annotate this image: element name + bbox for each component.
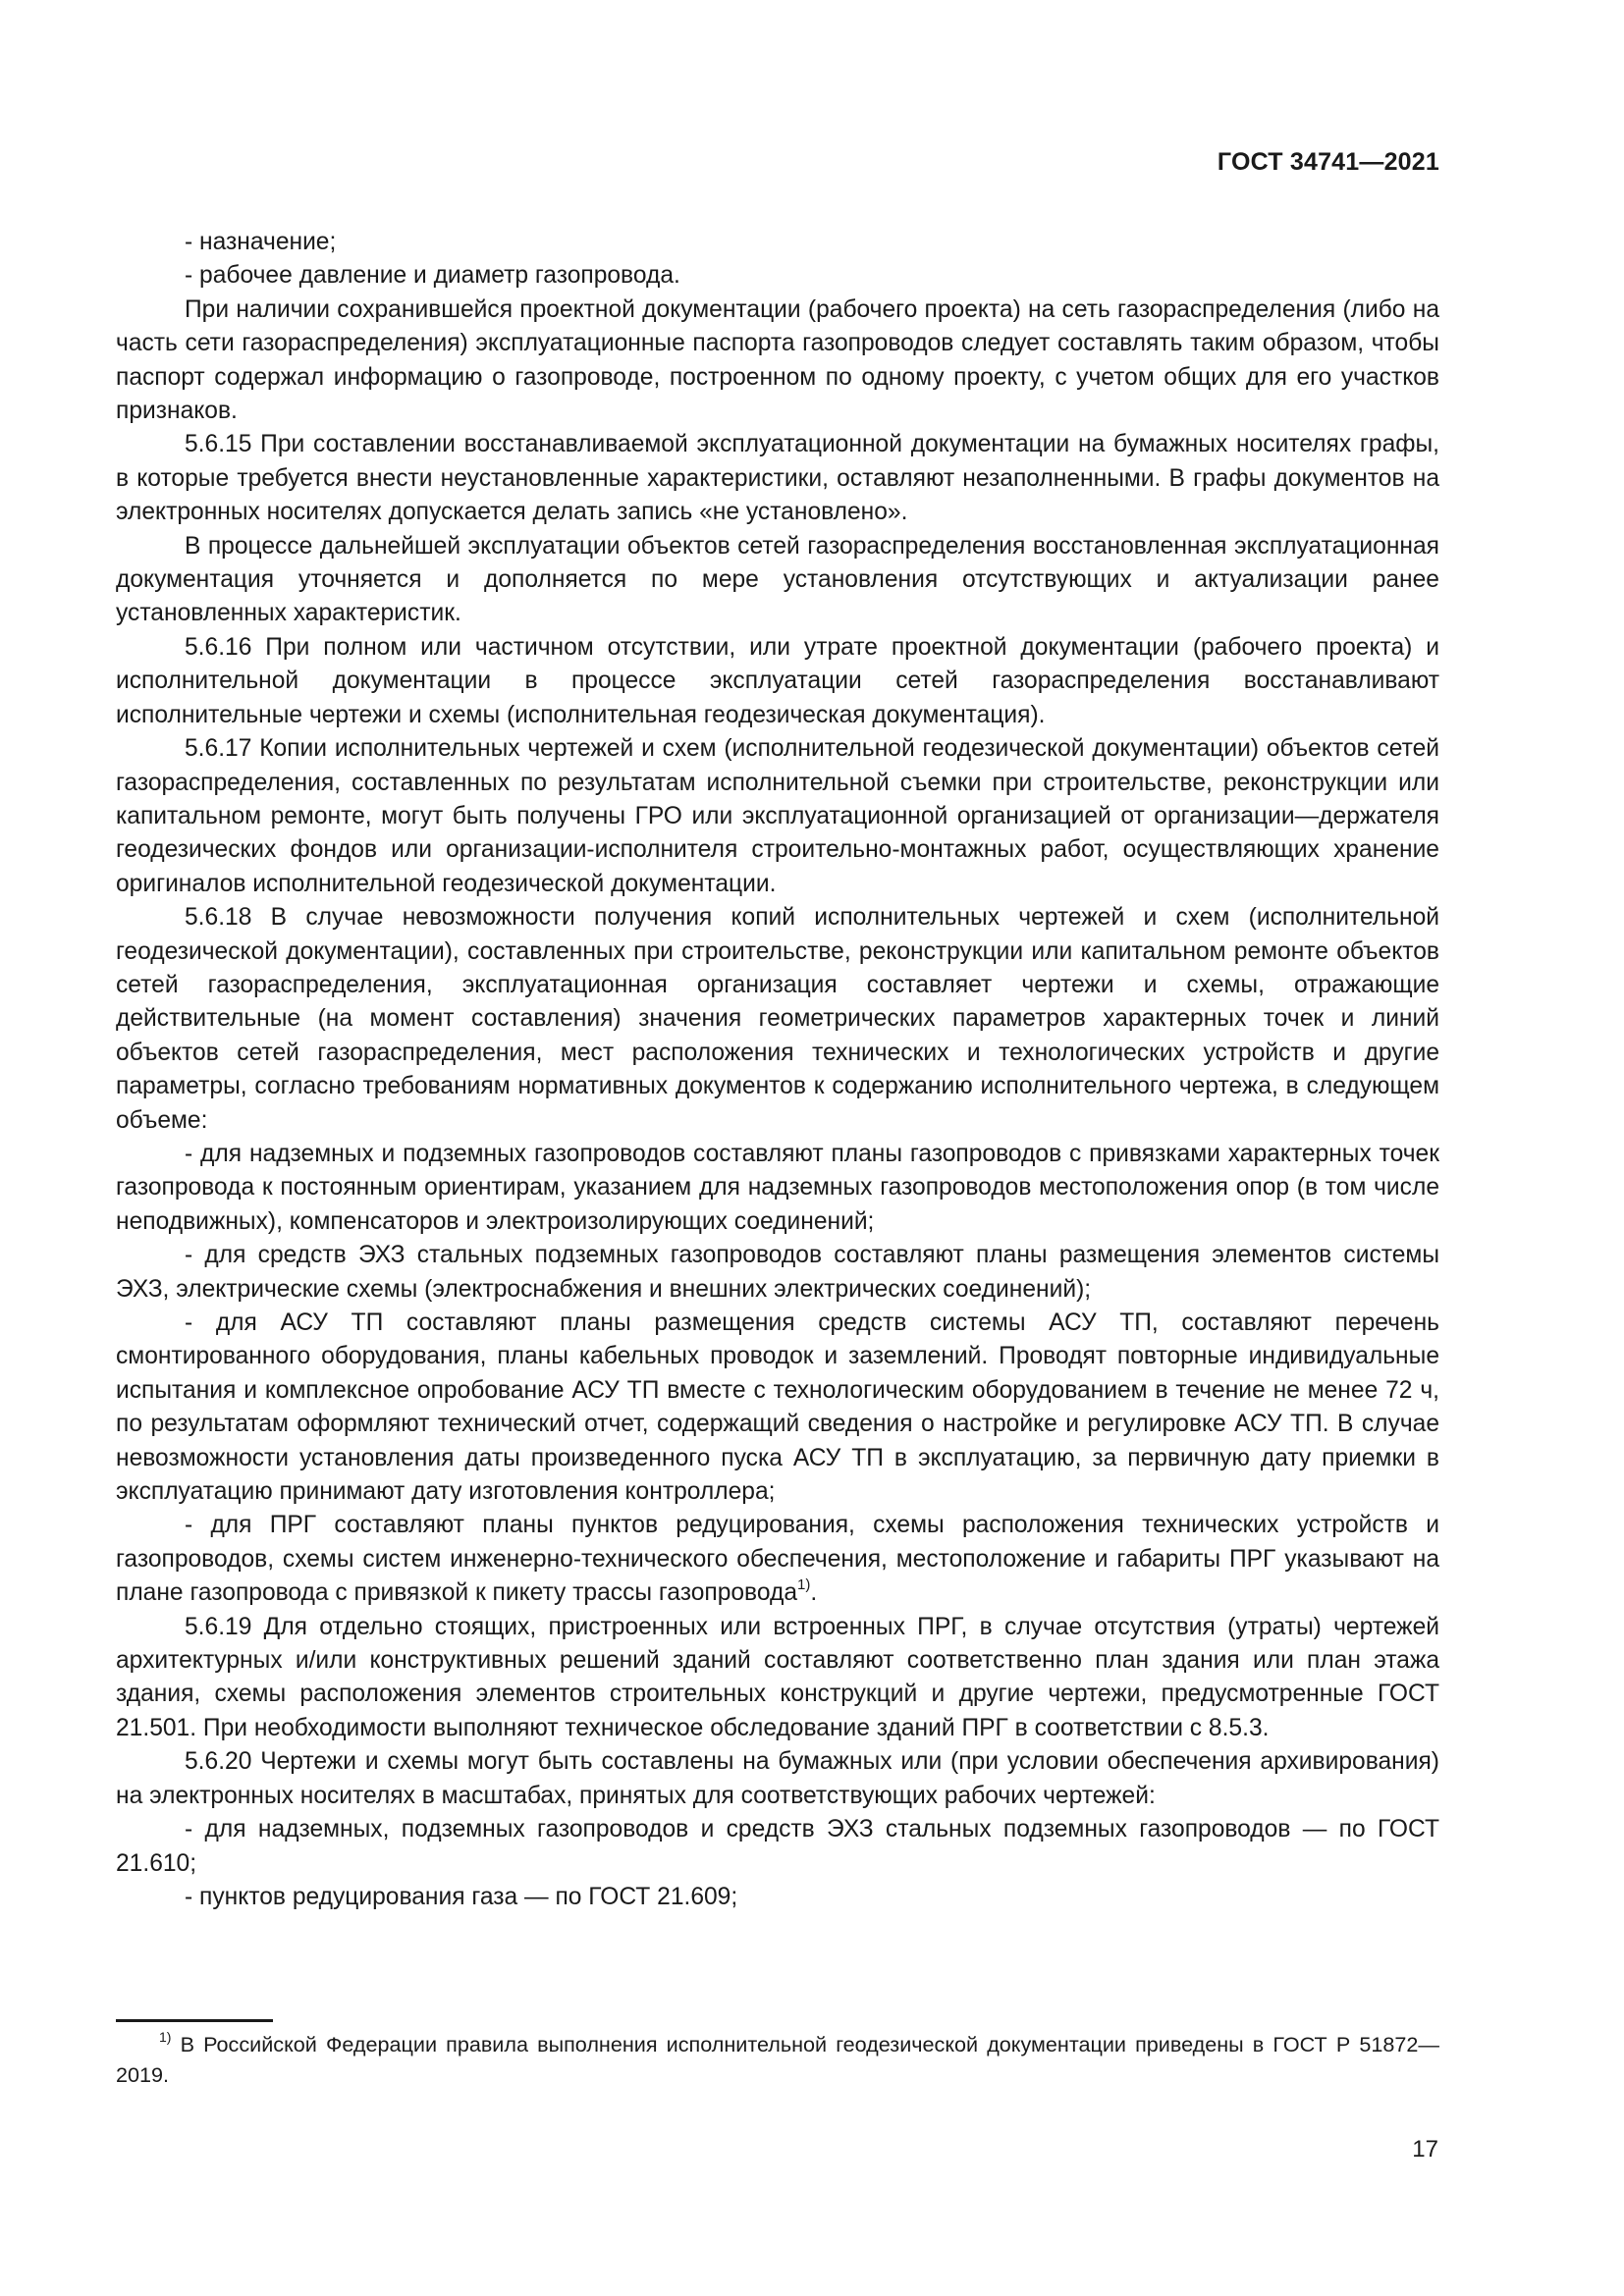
list-item-pressure-diameter: - рабочее давление и диаметр газопровода. bbox=[185, 262, 680, 290]
paragraph-restored-docs: В процессе дальнейшей эксплуатации объектов сетей газораспределения восстановленная эксплуатационная документация уточняется и дополняется по мере установления отсутствующих и актуализации ранее установленных характеристик. bbox=[116, 532, 1439, 627]
footnote bbox=[116, 2030, 1439, 2090]
footnote-1 bbox=[116, 2030, 1439, 2090]
clause-5-6-18: 5.6.18 В случае невозможности получения копий исполнительных чертежей и схем (исполнительной геодезической документации), составленных при строительстве, реконструкции или капитальном ремонте объектов сетей газораспределения, эксплуатационная организация составляет чертежи и схемы, отражающие действительные (на момент составления) значения геометрических параметров характерных точек и линий объектов сетей газораспределения, мест расположения технических и технологических устройств и другие параметры, согласно требованиям нормативных документов к содержанию исполнительного чертежа, в следующем объеме: bbox=[116, 904, 1439, 1134]
footnote-text: В Российской Федерации правила выполнения исполнительной геодезической документации приведены в ГОСТ Р 51872—2019. bbox=[116, 2032, 1439, 2087]
list-item-prg bbox=[116, 1509, 1439, 1610]
list-item-pipelines: - для надземных и подземных газопроводов составляют планы газопроводов с привязками характерных точек газопровода к постоянным ориентирам, указанием для надземных газопроводов местоположения опор (в том числе неподвижных), компенсаторов и электроизолирующих соединений; bbox=[116, 1140, 1439, 1235]
list-item-scale-reduction-points: - пунктов редуцирования газа — по ГОСТ 21.609; bbox=[185, 1883, 738, 1910]
main-text bbox=[116, 226, 1439, 1914]
clause-5-6-20: 5.6.20 Чертежи и схемы могут быть составлены на бумажных или (при условии обеспечения архивирования) на электронных носителях в масштабах, принятых для соответствующих рабочих чертежей: bbox=[116, 1748, 1439, 1809]
list-item-prg-text: - для ПРГ составляют планы пунктов редуцирования, схемы расположения технических устройств и газопроводов, схемы систем инженерно-технического обеспечения, местоположение и габариты ПРГ указывают на плане газопровода с привязкой к пикету трассы газопровода bbox=[116, 1512, 1439, 1607]
document-code-header: ГОСТ 34741—2021 bbox=[1217, 148, 1439, 176]
clause-5-6-17: 5.6.17 Копии исполнительных чертежей и схем (исполнительной геодезической документации) объектов сетей газораспределения, составленных по результатам исполнительной съемки при строительстве, реконструкции или капитальном ремонте, могут быть получены ГРО или эксплуатационной организацией от организации—держателя геодезических фондов или организации-исполнителя строительно-монтажных работ, осуществляющих хранение оригиналов исполнительной геодезической документации. bbox=[116, 735, 1439, 897]
list-item-purpose: - назначение; bbox=[185, 229, 337, 255]
page-number: 17 bbox=[1412, 2136, 1438, 2163]
list-item-ecp: - для средств ЭХЗ стальных подземных газопроводов составляют планы размещения элементов системы ЭХЗ, электрические схемы (электроснабжения и внешних электрических соединений); bbox=[116, 1242, 1439, 1303]
clause-5-6-15: 5.6.15 При составлении восстанавливаемой эксплуатационной документации на бумажных носителях графы, в которые требуется внести неустановленные характеристики, оставляют незаполненными. В графы документов на электронных носителях допускается делать запись «не установлено». bbox=[116, 431, 1439, 526]
clause-5-6-16: 5.6.16 При полном или частичном отсутствии, или утрате проектной документации (рабочего проекта) и исполнительной документации в процессе эксплуатации сетей газораспределения восстанавливают исполнительные чертежи и схемы (исполнительная геодезическая документация). bbox=[116, 633, 1439, 728]
footnote-reference: 1) bbox=[797, 1576, 811, 1594]
footnote-marker: 1) bbox=[159, 2029, 172, 2045]
footnote-separator bbox=[116, 2019, 273, 2022]
list-item-apcs: - для АСУ ТП составляют планы размещения средств системы АСУ ТП, составляют перечень смонтированного оборудования, планы кабельных проводок и заземлений. Проводят повторные индивидуальные испытания и комплексное опробование АСУ ТП вместе с технологическим оборудованием в течение не менее 72 ч, по результатам оформляют технический отчет, содержащий сведения о настройке и регулировке АСУ ТП. В случае невозможности установления даты произведенного пуска АСУ ТП в эксплуатацию, за первичную дату приемки в эксплуатацию принимают дату изготовления контроллера; bbox=[116, 1309, 1439, 1506]
list-item-prg-end: . bbox=[810, 1579, 818, 1607]
paragraph-project-docs: При наличии сохранившейся проектной документации (рабочего проекта) на сеть газораспределения (либо на часть сети газораспределения) эксплуатационные паспорта газопроводов следует составлять таким образом, чтобы паспорт содержал информацию о газопроводе, построенном по одному проекту, с учетом общих для его участков признаков. bbox=[116, 295, 1439, 425]
clause-5-6-19: 5.6.19 Для отдельно стоящих, пристроенных или встроенных ПРГ, в случае отсутствия (утраты) чертежей архитектурных и/или конструктивных решений зданий составляют соответственно план здания или план этажа здания, схемы расположения элементов строительных конструкций и другие чертежи, предусмотренные ГОСТ 21.501. При необходимости выполняют техническое обследование зданий ПРГ в соответствии с 8.5.3. bbox=[116, 1613, 1439, 1741]
list-item-scale-pipelines: - для надземных, подземных газопроводов и средств ЭХЗ стальных подземных газопроводов — по ГОСТ 21.610; bbox=[116, 1816, 1439, 1877]
